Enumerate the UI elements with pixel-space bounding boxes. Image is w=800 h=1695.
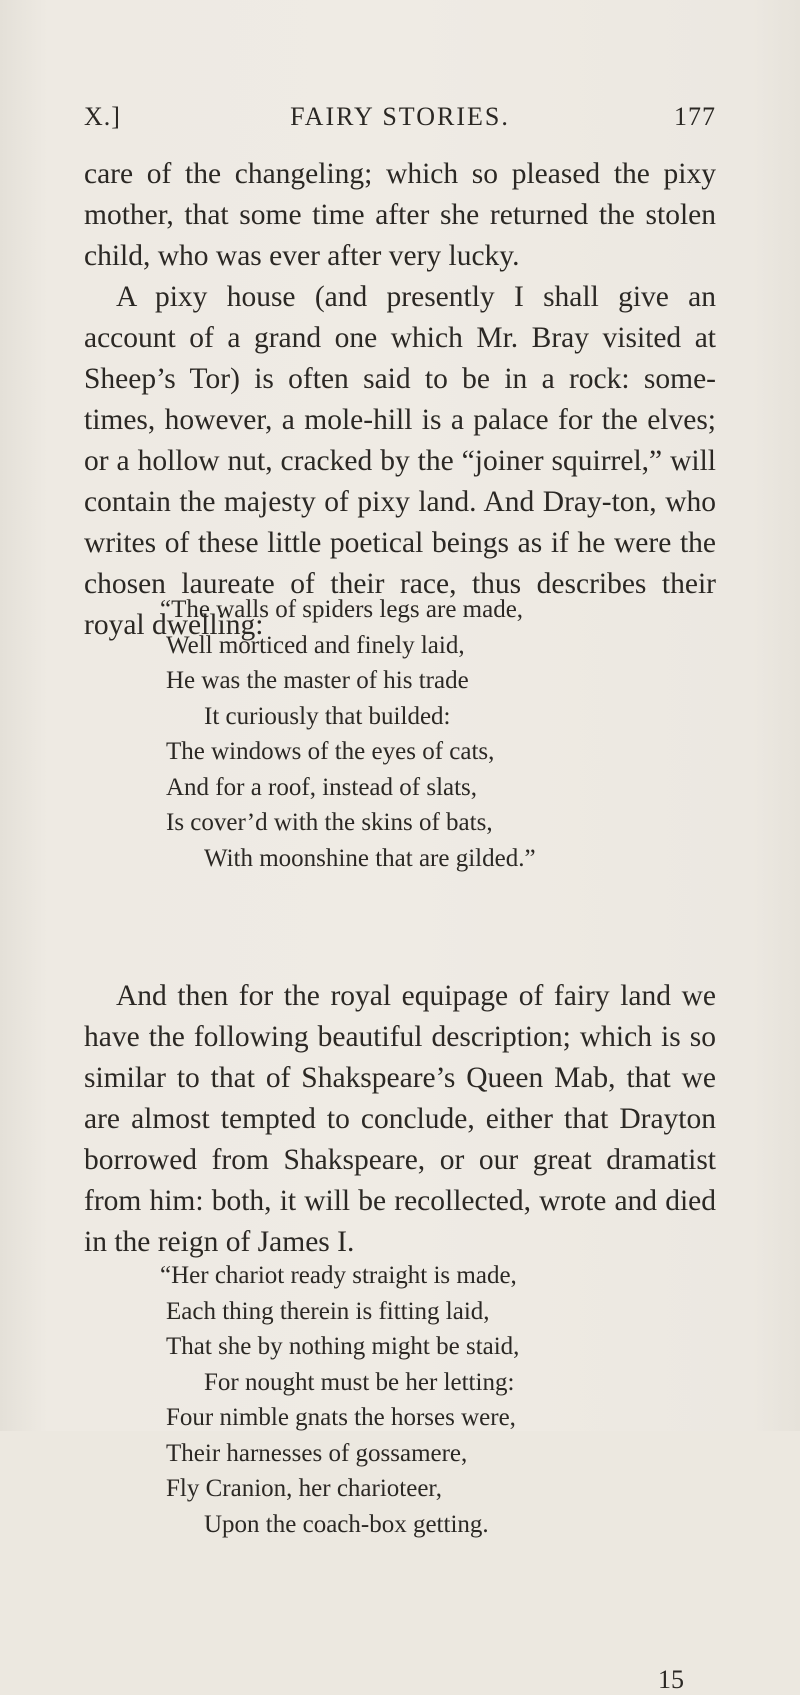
verse-line: That she by nothing might be staid,	[166, 1333, 520, 1360]
verse-line: Upon the coach-box getting.	[204, 1510, 489, 1538]
page-number: 177	[674, 102, 716, 131]
prose-block	[84, 976, 716, 1263]
prose-block	[84, 154, 716, 646]
chapter-marker: X.]	[84, 102, 121, 131]
verse-line: With moonshine that are gilded.”	[204, 844, 536, 872]
paragraph: And then for the royal equipage of fairy land we have the following beautiful description; which is so similar to that of Shakspeare’s Queen Mab, that we are almost tempted to conclude, either that Drayton borrowed from Shakspeare, or our great dramatist from him: both, it will be recollected, wrote and died in the reign of James I.	[84, 980, 716, 1258]
verse-line: “Her chariot ready straight is made,	[160, 1262, 517, 1289]
verse-quotation	[160, 592, 726, 876]
paragraph: care of the changeling; which so pleased the pixy mother, that some time after she returned the stolen child, who was ever after very lucky.	[84, 158, 716, 272]
running-title: FAIRY STORIES.	[290, 102, 510, 131]
verse-line: Well morticed and finely laid,	[166, 631, 465, 659]
running-header	[84, 102, 716, 142]
verse-line: It curiously that builded:	[204, 702, 451, 730]
verse-quotation	[160, 1258, 726, 1542]
verse-line: Four nimble gnats the horses were,	[166, 1404, 516, 1431]
verse-line: Fly Cranion, her charioteer,	[166, 1475, 442, 1502]
verse-line: Their harnesses of gossamere,	[166, 1439, 468, 1467]
verse-line: Is cover’d with the skins of bats,	[166, 809, 493, 836]
verse-line: He was the master of his trade	[166, 667, 469, 694]
verse-line: “The walls of spiders legs are made,	[160, 596, 524, 623]
paragraph: A pixy house (and presently I shall give an account of a grand one which Mr. Bray visited at Sheep’s Tor) is often said to be in a rock: some-times, however, a mole-hill is a palace for the elves; or a hollow nut, cracked by the “joiner squirrel,” will contain the majesty of pixy land. And Dray-ton, who writes of these little poetical beings as if he were the chosen laureate of their race, thus describes their royal dwelling:	[84, 281, 716, 641]
signature-mark: 15	[658, 1665, 684, 1694]
verse-line: The windows of the eyes of cats,	[166, 738, 495, 765]
verse-line: Each thing therein is fitting laid,	[166, 1297, 490, 1325]
verse-line: And for a roof, instead of slats,	[166, 773, 478, 801]
verse-line: For nought must be her letting:	[204, 1368, 515, 1396]
